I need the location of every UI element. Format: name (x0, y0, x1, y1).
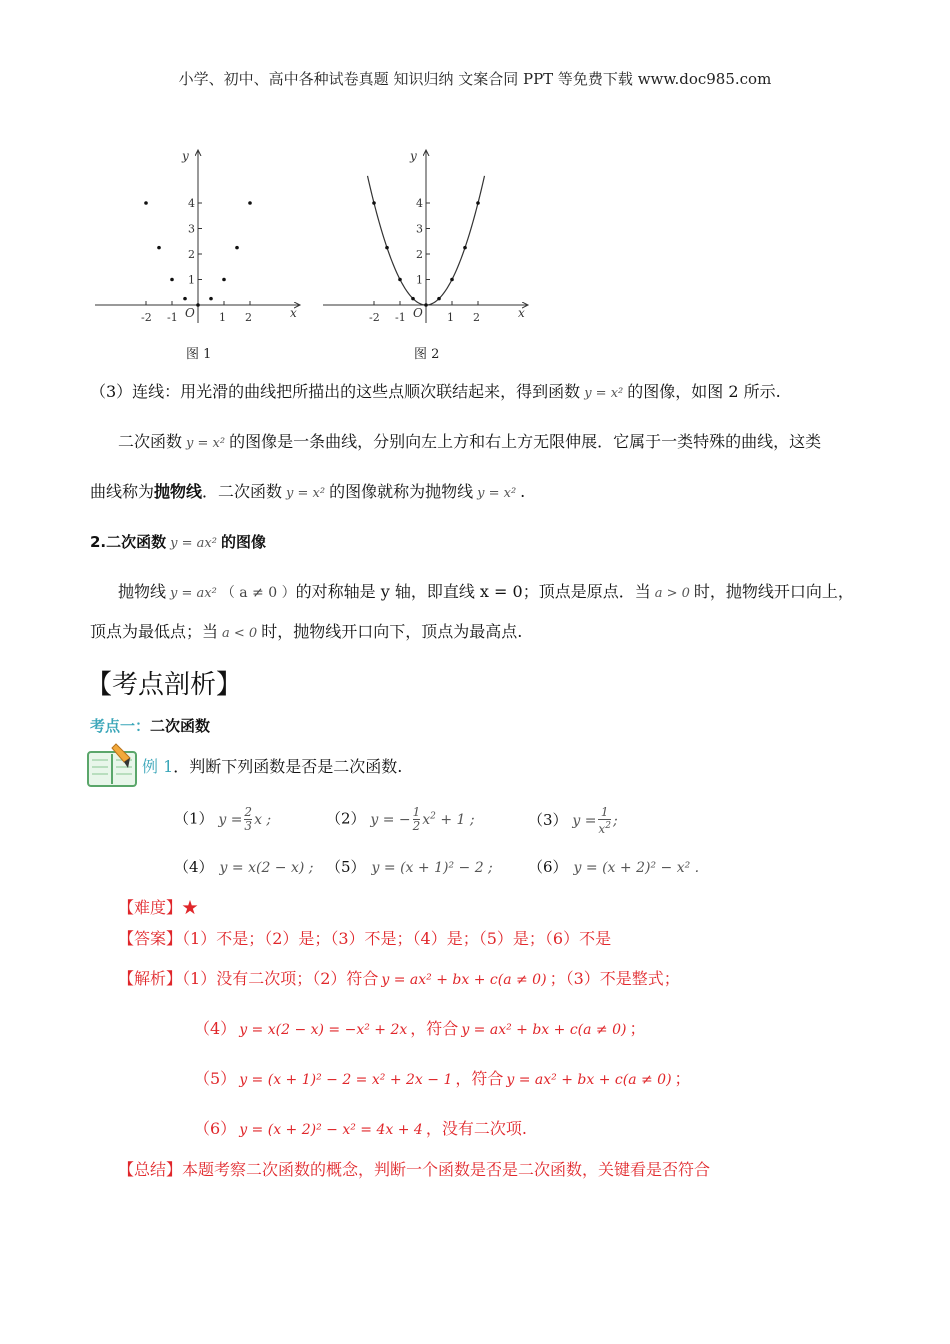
y-tick-label: 4 (188, 197, 195, 210)
book-pencil-icon (86, 742, 140, 788)
x-tick-label: 2 (245, 311, 252, 324)
figure-1-caption: 图 1 (186, 347, 212, 362)
y-tick-label: 1 (416, 273, 423, 287)
data-point (476, 201, 480, 205)
answer-line: 【答案】（1）不是；（2）是；（3）不是；（4）是；（5）是；（6）不是 (118, 929, 612, 948)
analysis-line3: （5） y = (x + 1)² − 2 = x² + 2x − 1 ，符合 y = ax² + bx + c(a ≠ 0) ； (194, 1069, 691, 1088)
x-axis-label: x (290, 306, 297, 320)
x-tick-label: 1 (447, 311, 454, 324)
data-point (222, 278, 226, 282)
x-tick-label: -1 (395, 311, 406, 324)
x-tick-label: -2 (141, 311, 152, 324)
data-point (157, 246, 161, 250)
figure-2-parabola (318, 145, 533, 330)
parabola-definition-line2: 曲线称为抛物线．二次函数 y = x² 的图像就称为抛物线 y = x² . (90, 482, 526, 501)
parabola-definition-line1: 二次函数 y = x² 的图像是一条曲线，分别向左上方和右上方无限伸展．它属于一类特殊的曲线，这类 (118, 432, 822, 451)
data-point (411, 297, 415, 301)
exam-points-title: 【考点剖析】 (86, 670, 243, 700)
y-tick-label: 1 (188, 273, 195, 287)
data-point (183, 297, 187, 301)
option-4: （4） y = x(2 − x) ; (174, 858, 314, 876)
data-point (450, 278, 454, 282)
example-1-prompt: 例 1．判断下列函数是否是二次函数. (142, 757, 403, 776)
data-point (463, 246, 467, 250)
analysis-line1: 【解析】（1）没有二次项；（2）符合 y = ax² + bx + c(a ≠ 0) ；（3）不是整式； (118, 969, 680, 988)
figure-2-caption: 图 2 (414, 347, 440, 362)
section-2-heading: 2.二次函数 y = ax² 的图像 (90, 533, 266, 551)
point-one-heading: 考点一：二次函数 (90, 717, 211, 735)
axis-of-symmetry-line1: 抛物线 y = ax² （ a ≠ 0 ）的对称轴是 y 轴，即直线 x = 0；顶点是原点．当 a > 0 时，抛物线开口向上， (118, 582, 854, 601)
axis-of-symmetry-line2: 顶点为最低点；当 a < 0 时，抛物线开口向下，顶点为最高点. (90, 622, 523, 641)
origin-label: O (185, 306, 195, 320)
data-point (209, 297, 213, 301)
connect-paragraph: （3）连线：用光滑的曲线把所描出的这些点顺次联结起来，得到函数 y = x² 的图像，如图 2 所示. (90, 382, 781, 401)
data-point (196, 303, 200, 307)
star-icon: ★ (182, 898, 199, 917)
y-tick-label: 3 (188, 222, 195, 236)
x-tick-label: 2 (473, 311, 480, 324)
page-header: 小学、初中、高中各种试卷真题 知识归纳 文案合同 PPT 等免费下载 www.doc985.com (178, 70, 772, 88)
difficulty-line: 【难度】★ (118, 898, 199, 917)
data-point (385, 246, 389, 250)
x-tick-label: 1 (219, 311, 226, 324)
y-axis-label: y (410, 149, 417, 163)
data-point (437, 297, 441, 301)
y-axis-label: y (182, 149, 189, 163)
x-tick-label: -1 (167, 311, 178, 324)
data-point (170, 278, 174, 282)
analysis-line2: （4） y = x(2 − x) = −x² + 2x ，符合 y = ax² + bx + c(a ≠ 0) ； (194, 1019, 646, 1038)
y-tick-label: 2 (188, 248, 195, 261)
option-5: （5） y = (x + 1)² − 2 ; (326, 858, 493, 876)
option-6: （6） y = (x + 2)² − x² . (528, 858, 700, 876)
analysis-line4: （6） y = (x + 2)² − x² = 4x + 4 ，没有二次项. (194, 1119, 527, 1138)
data-point (144, 201, 148, 205)
data-point (235, 246, 239, 250)
data-point (424, 303, 428, 307)
y-tick-label: 2 (416, 248, 423, 261)
y-tick-label: 3 (416, 222, 423, 236)
option-1: （1） y = $\frac{2}{3}$ x ; (174, 805, 272, 833)
x-tick-label: -2 (369, 311, 380, 324)
data-point (372, 201, 376, 205)
data-point (398, 278, 402, 282)
x-axis-label: x (518, 306, 525, 320)
summary-line: 【总结】本题考察二次函数的概念，判断一个函数是否是二次函数，关键看是否符合 (118, 1160, 711, 1179)
data-point (248, 201, 252, 205)
y-tick-label: 4 (416, 197, 423, 210)
origin-label: O (413, 306, 423, 320)
option-2: （2） y = − $\frac{1}{2}$ $x^2 + 1$ ; (326, 805, 475, 833)
option-3: （3） y = $\frac{1}{x^2}$ ; (528, 805, 618, 836)
figure-1-scatter (90, 145, 305, 330)
